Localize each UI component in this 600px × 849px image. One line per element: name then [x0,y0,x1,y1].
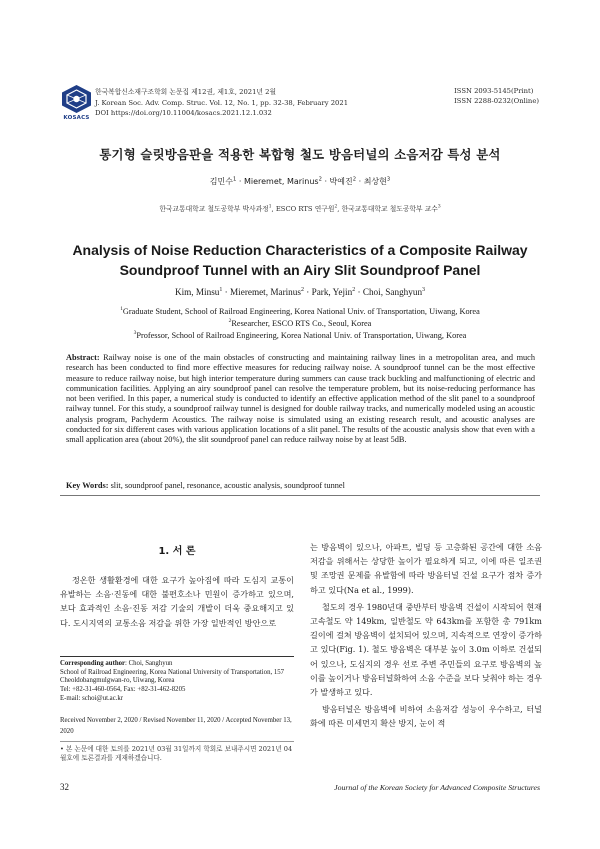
affil-sup: 1 [120,306,123,313]
corr-phone: Tel: +82-31-460-0564, Fax: +82-31-462-8205 [60,686,186,694]
footnote-divider [60,741,294,742]
author-name: Choi, Sanghyun [362,287,423,297]
affil-sup: 3 [133,329,137,336]
body-paragraph: 방음터널은 방음벽에 비하여 소음저감 성능이 우수하고, 터널화에 따른 미세먼지 확산 방지, 눈이 적 [310,704,542,729]
corr-name: : Choi, Sanghyun [125,660,173,667]
affil-sup: 1 [268,204,272,210]
affiliation: Researcher, ESCO RTS Co., Seoul, Korea [231,318,372,328]
author-sup: 3 [386,176,391,183]
kosacs-logo [60,84,93,122]
right-column [310,540,542,731]
left-column [60,573,294,630]
korean-authors: 김민수$^1$ · Mieremet, Marinus$^2$ · 박예진$^2$ · 최상현$^3$ [209,176,391,186]
logo-text: KOSACS [63,115,90,121]
author-name: Mieremet, Marinus [230,287,301,297]
author-name: Mieremet, Marinus [243,177,319,186]
affiliation-line [0,306,600,318]
affiliation: 한국교통대학교 철도공학부 박사과정 [159,205,269,213]
keywords-label: Key Words: [66,481,109,490]
issn-block [454,87,539,106]
hexagon-logo-icon [60,84,93,114]
author-name: Park, Yejin [311,287,353,297]
journal-citation [95,87,348,119]
footnote-divider [60,656,294,657]
affil-sup: 2 [334,204,338,210]
section-heading: 1. 서 론 [158,546,196,557]
author-name: 박예진 [329,177,353,186]
journal-footer: Journal of the Korean Society for Advanced Composite Structures [334,783,540,792]
body-paragraph: 철도의 경우 1980년대 중반부터 방음벽 건설이 시작되어 현재 고속철도 약 149km, 일반철도 약 643km를 포함한 총 791km 길이에 걸쳐 방음벽이 설치되어 있으며, 지속적으로 연장이 증가하고 있다(Fig. 1). 철도 방음벽은 대부분 높이 3.0m 이하로 건설되어 있으나, 도심지의 경우 선로 주변 주민들의 요구로 방음벽의 높이를 높이거나 방음터널화하여 소음 수준을 보다 낮춰야 하는 경우가 발생하고 있다. [310,601,542,698]
corr-email[interactable]: E-mail: schoi@ut.ac.kr [60,694,124,702]
divider [60,495,540,496]
keywords [66,481,535,490]
author-sup: 1 [219,286,223,293]
doi-link[interactable]: DOI https://doi.org/10.11004/kosacs.2021.12.1.032 [95,109,272,117]
issn-print: ISSN 2093-5145(Print) [454,87,534,95]
author-name: 최상현 [363,177,387,186]
author-sup: 2 [352,286,356,293]
abstract-label: Abstract: [66,353,100,362]
journal-korean-citation: 한국복합신소재구조학회 논문집 제12권, 제1호, 2021년 2월 [95,88,277,96]
english-title [0,241,600,280]
journal-english-citation: J. Korean Soc. Adv. Comp. Struc. Vol. 12, No. 1, pp. 32-38, February 2021 [95,98,349,107]
corr-address: School of Railroad Engineering, Korea National University of Transportation, 157 Cheoldobangmulgwan-ro, Uiwang, Korea [60,668,285,685]
body-paragraph: 는 방음벽이 있으나, 아파트, 빌딩 등 고층화된 공간에 대한 소음 저감을 위해서는 상당한 높이가 필요하게 되고, 이에 따른 일조권 및 조망권 문제를 유발함에 따라 방음터널 건설 요구가 점차 증가하고 있다(Na et al., 1999). [310,542,542,595]
body-paragraph: 정온한 생활환경에 대한 요구가 높아짐에 따라 도심지 교통이 유발하는 소음·진동에 대한 불편호소나 민원이 증가하고 있으며, 보다 효과적인 소음·진동 저감 기술의 개발이 더욱 중요해지고 있다. 도시지역의 교통소음 저감을 위한 가장 일반적인 방안으로 [60,575,294,628]
affiliation: Graduate Student, School of Railroad Engineering, Korea National Univ. of Transportation, Uiwang, Korea [122,307,480,316]
affiliation: Professor, School of Railroad Engineering, Korea National Univ. of Transportation, Uiwang, Korea [136,330,467,340]
english-authors: Kim, Minsu$^1$ · Mieremet, Marinus$^2$ · Park, Yejin$^2$ · Choi, Sanghyun$^3$ [174,286,426,297]
corr-heading [60,660,294,669]
affil-sup: 2 [228,318,232,325]
author-name: Kim, Minsu [174,287,220,297]
author-name: 김민수 [209,177,233,186]
keywords-text: slit, soundproof panel, resonance, acoustic analysis, soundproof tunnel [110,481,345,490]
english-title-line: Analysis of Noise Reduction Characteristics of a Composite Railway [72,242,528,258]
received-dates: Received November 2, 2020 / Revised November 11, 2020 / Accepted November 13, 2020 [60,717,292,735]
author-sup: 2 [352,176,357,183]
author-sup: 1 [232,176,237,183]
affiliation: 한국교통대학교 철도공학부 교수 [341,205,438,213]
affil-sup: 3 [437,204,441,210]
abstract-text: Railway noise is one of the main obstacles of constructing and maintaining railway lines in a metropolitan area, and much research has been conducted to find more effective measures for reducing railway noise. A soundproof tunnel can be the most effective measure to reduce railway noise, but high interior temperature during summers can cause track buckling and malfunctioning of electric and communication facilities. Applying an airy soundproof panel can resolve the temperature problem, but its noise-reducing performance has not been verified. In this paper, a numerical study is conducted to identify an effective application method of the slit panel to a soundproof railway tunnel. For this study, a soundproof railway tunnel is designed for double railway tracks, and numerically modeled using an acoustic analysis program, Pachyderm Acoustics. The railway noise is simulated using an existing research result, and acoustic analyses are conducted for six different cases with various application locations of a slit panel. The results of the acoustic analysis show that even with a small application area (about 20%), the slit soundproof panel can reduce railway noise by at least 5dB. [66,353,536,445]
issn-online: ISSN 2288-0232(Online) [454,96,539,105]
affiliation-line [0,318,600,330]
affiliation-line [0,330,600,342]
english-title-line: Soundproof Tunnel with an Airy Slit Soundproof Panel [119,261,481,278]
author-sup: 2 [318,176,322,183]
corr-label: Corresponding author [60,660,126,667]
affiliation: ESCO RTS 연구원 [275,205,335,213]
author-sup: 2 [300,286,304,293]
abstract [66,353,535,446]
page-number: 32 [60,782,69,792]
korean-title: 통기형 슬릿방음판을 적용한 복합형 철도 방음터널의 소음저감 특성 분석 [99,147,501,162]
korean-affiliations: 한국교통대학교 철도공학부 박사과정$^1$, ESCO RTS 연구원$^2$, 한국교통대학교 철도공학부 교수$^3$ [159,204,441,213]
corresponding-author [60,660,294,704]
author-sup: 3 [422,286,426,293]
english-affiliations [0,306,600,341]
discussion-note: • 본 논문에 대한 토의를 2021년 03월 31일까지 학회로 보내주시면 2021년 04월호에 토론결과를 게재하겠습니다. [60,745,293,762]
